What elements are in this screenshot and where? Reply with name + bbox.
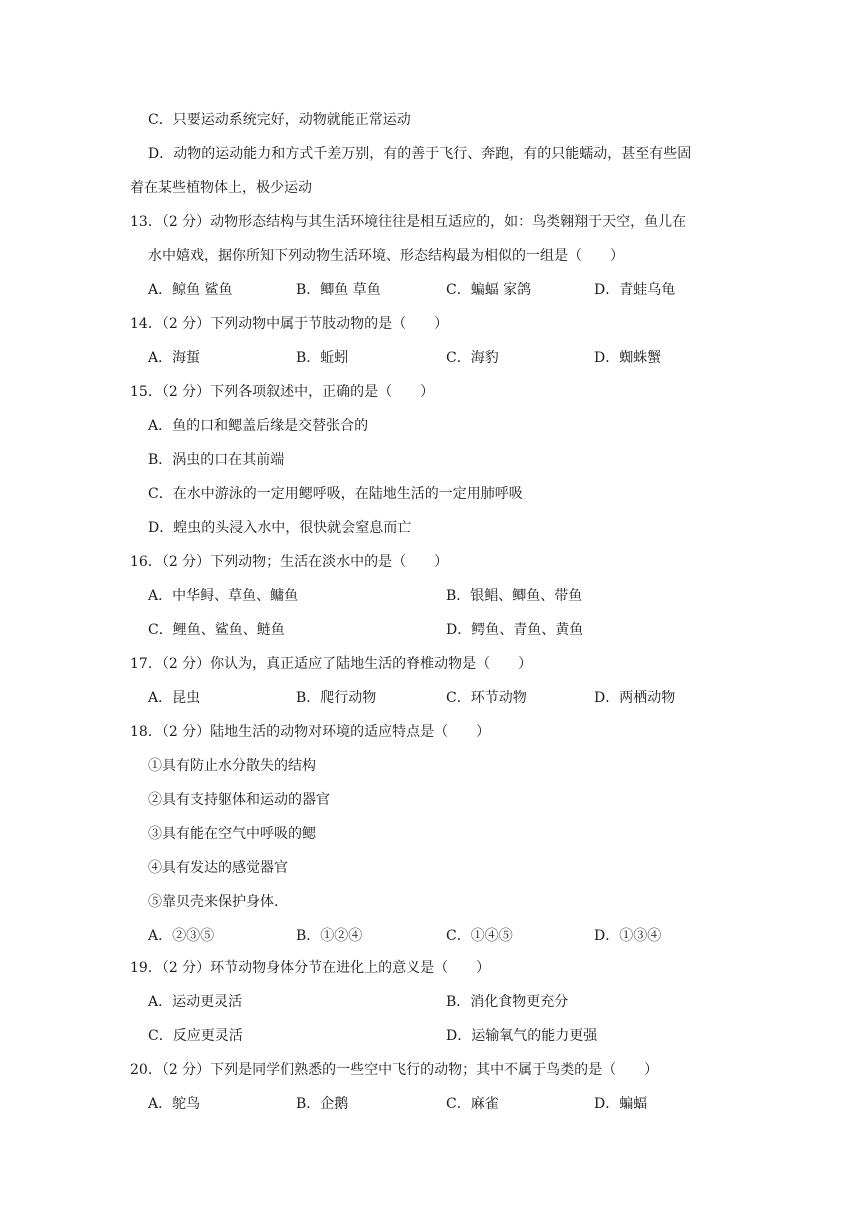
q18-item-1: ①具有防止水分散失的结构 [148,758,316,774]
q13-stem-line1: 13．（2 分）动物形态结构与其生活环境往往是相互适应的，如：鸟类翱翔于天空，鱼儿在 [130,214,687,230]
q13-stem-line2: 水中嬉戏，据你所知下列动物生活环境、形态结构最为相似的一组是（ ） [148,248,624,264]
q16-stem: 16．（2 分）下列动物；生活在淡水中的是（ ） [130,554,449,570]
q17-option-c: C．环节动物 [446,690,527,706]
q20-option-d: D．蝙蝠 [594,1096,648,1112]
q15-option-d: D．蝗虫的头浸入水中，很快就会窒息而亡 [148,520,412,536]
q20-option-b: B．企鹅 [296,1096,349,1112]
q13-option-a: A．鲸鱼 鲨鱼 [148,282,233,298]
q14-option-b: B．蚯蚓 [296,350,349,366]
q20-option-a: A．鸵鸟 [148,1096,201,1112]
q13-option-c: C．蝙蝠 家鸽 [446,282,532,298]
q18-option-c: C．①④⑤ [446,928,513,944]
q13-option-b: B．鲫鱼 草鱼 [296,282,381,298]
q19-option-c: C．反应更灵活 [148,1028,243,1044]
q19-option-a: A．运动更灵活 [148,994,243,1010]
q15-option-c: C．在水中游泳的一定用鳃呼吸，在陆地生活的一定用肺呼吸 [148,486,523,502]
q20-stem: 20．（2 分）下列是同学们熟悉的一些空中飞行的动物；其中不属于鸟类的是（ ） [130,1062,659,1078]
q16-option-b: B．银鲳、鲫鱼、带鱼 [446,588,583,604]
q14-option-d: D．蜘蛛蟹 [594,350,662,366]
q19-stem: 19．（2 分）环节动物身体分节在进化上的意义是（ ） [130,960,491,976]
q14-option-c: C．海豹 [446,350,499,366]
q18-item-2: ②具有支持躯体和运动的器官 [148,792,330,808]
q15-stem: 15．（2 分）下列各项叙述中，正确的是（ ） [130,384,435,400]
q18-item-3: ③具有能在空气中呼吸的鳃 [148,826,316,842]
q18-item-5: ⑤靠贝壳来保护身体. [148,894,279,910]
q17-option-a: A．昆虫 [148,690,201,706]
q19-option-d: D．运输氧气的能力更强 [446,1028,598,1044]
q15-option-b: B．涡虫的口在其前端 [148,452,285,468]
q18-option-b: B．①②④ [296,928,363,944]
q14-option-a: A．海蜇 [148,350,201,366]
q14-stem: 14．（2 分）下列动物中属于节肢动物的是（ ） [130,316,449,332]
q17-option-d: D．两栖动物 [594,690,676,706]
q12-option-d-line2: 着在某些植物体上，极少运动 [130,180,312,196]
q18-item-4: ④具有发达的感觉器官 [148,860,288,876]
q18-option-a: A．②③⑤ [148,928,215,944]
q17-stem: 17．（2 分）你认为，真正适应了陆地生活的脊椎动物是（ ） [130,656,533,672]
q16-option-a: A．中华鲟、草鱼、鳙鱼 [148,588,299,604]
q15-option-a: A．鱼的口和鳃盖后缘是交替张合的 [148,418,369,434]
q16-option-d: D．鳄鱼、青鱼、黄鱼 [446,622,584,638]
q18-option-d: D．①③④ [594,928,662,944]
q18-stem: 18．（2 分）陆地生活的动物对环境的适应特点是（ ） [130,724,491,740]
q12-option-d-line1: D．动物的运动能力和方式千差万别，有的善于飞行、奔跑，有的只能蠕动，甚至有些固 [148,146,692,162]
q12-option-c: C．只要运动系统完好，动物就能正常运动 [148,112,411,128]
q17-option-b: B．爬行动物 [296,690,377,706]
q16-option-c: C．鲤鱼、鲨鱼、鲢鱼 [148,622,285,638]
q13-option-d: D．青蛙乌龟 [594,282,676,298]
q19-option-b: B．消化食物更充分 [446,994,569,1010]
q20-option-c: C．麻雀 [446,1096,499,1112]
